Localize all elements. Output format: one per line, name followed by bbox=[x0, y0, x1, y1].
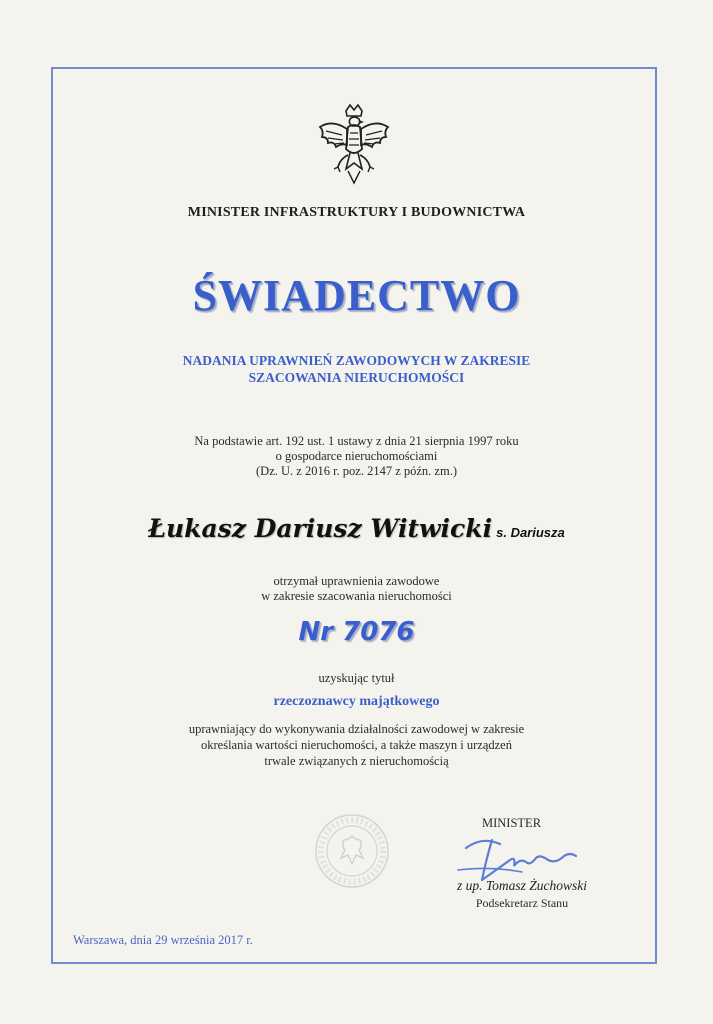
subtitle-line: SZACOWANIA NIERUCHOMOŚCI bbox=[248, 370, 465, 385]
statement-line: otrzymał uprawnienia zawodowe bbox=[273, 574, 440, 588]
legal-line: o gospodarce nieruchomościami bbox=[275, 449, 438, 463]
recipient-name: Łukasz Dariusz Witwicki bbox=[148, 514, 493, 543]
place-and-date: Warszawa, dnia 29 września 2017 r. bbox=[73, 933, 253, 947]
scope-line: uprawniający do wykonywania działalności zawodowej w zakresie bbox=[188, 722, 525, 736]
subtitle-line: NADANIA UPRAWNIEŃ ZAWODOWYCH W ZAKRESIE bbox=[182, 353, 531, 368]
scope-line: trwale związanych z nieruchomością bbox=[264, 754, 449, 768]
polish-eagle-icon bbox=[314, 103, 394, 187]
legal-basis bbox=[0, 434, 713, 479]
qualification-statement bbox=[0, 574, 713, 604]
recipient-line bbox=[0, 514, 713, 543]
signer-name: z up. Tomasz Żuchowski bbox=[456, 878, 588, 893]
embossed-seal-icon bbox=[313, 812, 391, 890]
professional-title: rzeczoznawcy majątkowego bbox=[273, 694, 440, 709]
certificate-subtitle bbox=[0, 352, 713, 386]
certificate-number: Nr 7076 bbox=[298, 617, 415, 647]
obtaining-label: uzyskując tytuł bbox=[318, 671, 395, 685]
statement-line: w zakresie szacowania nieruchomości bbox=[261, 589, 452, 603]
minister-label: MINISTER bbox=[482, 816, 542, 830]
scope-line: określania wartości nieruchomości, a także maszyn i urządzeń bbox=[201, 738, 512, 752]
legal-line: Na podstawie art. 192 ust. 1 ustawy z dnia 21 sierpnia 1997 roku bbox=[194, 434, 519, 448]
signer-role: Podsekretarz Stanu bbox=[475, 896, 569, 910]
legal-line: (Dz. U. z 2016 r. poz. 2147 z późn. zm.) bbox=[256, 464, 457, 478]
certificate-title: ŚWIADECTWO bbox=[192, 271, 521, 320]
father-name: s. Dariusza bbox=[496, 525, 565, 540]
ministry-heading: MINISTER INFRASTRUKTURY I BUDOWNICTWA bbox=[187, 205, 526, 220]
signature-block bbox=[420, 816, 610, 912]
scope-description bbox=[0, 721, 713, 769]
